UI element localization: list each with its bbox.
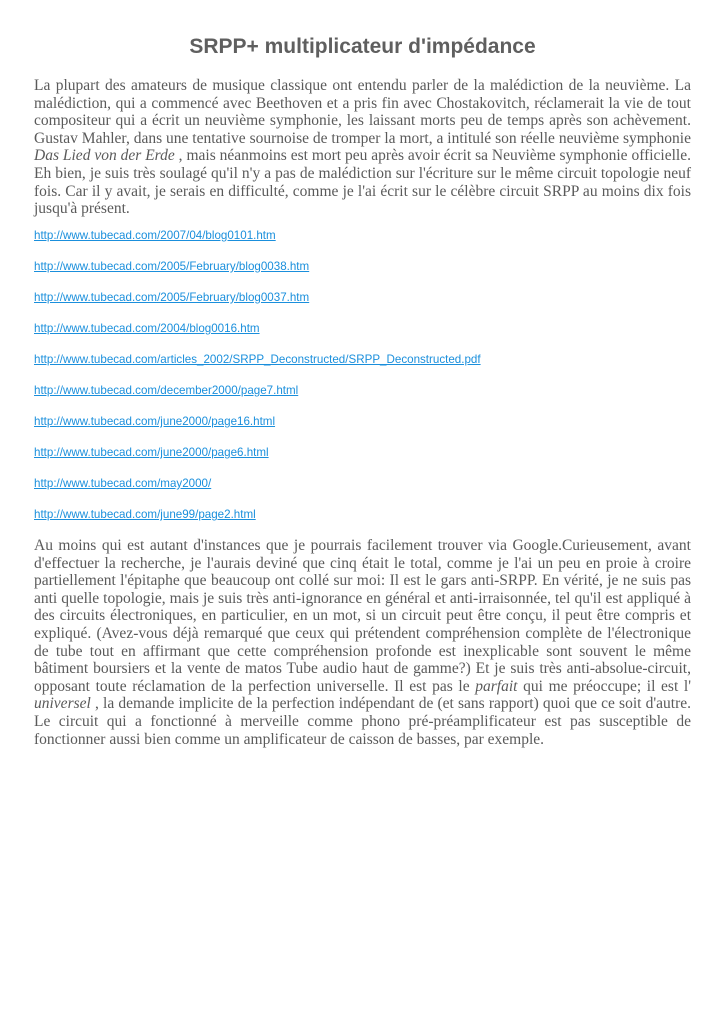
parfait-emphasis: parfait [475, 677, 518, 695]
reference-link[interactable]: http://www.tubecad.com/2005/February/blog0037.htm [34, 291, 310, 304]
intro-paragraph [34, 77, 691, 218]
reference-link[interactable]: http://www.tubecad.com/2005/February/blog0038.htm [34, 260, 310, 273]
body-text-middle: qui me préoccupe; il est l' [517, 677, 691, 695]
list-item [34, 257, 691, 288]
body-text-start: Au moins qui est autant d'instances que je pourrais facilement trouver via Google.Curieusement, avant d'effectuer la recherche, je l'aurais deviné que cinq était le total, comme je l'ai un peu en proie à croire partiellement l'épitaphe que beaucoup ont collé sur moi: Il est le gars anti-SRPP. En vérité, je ne suis pas anti quelle topologie, mais je suis très anti-ignorance en général et anti-irraisonnée, tel qu'il est appliqué à des circuits électroniques, en particulier, en un mot, si un circuit peut être conçu, il peut être compris et expliqué. (Avez-vous déjà remarqué que ceux qui prétendent compréhension complète de l'électronique de tube tout en affirmant que cette compréhension profonde est inexplicable sont souvent le même bâtiment boursiers et la vente de matos Tube audio haut de gamme?) Et je suis très anti-absolue-circuit, opposant toute réclamation de la perfection universelle. Il est pas le [34, 537, 691, 695]
reference-link[interactable]: http://www.tubecad.com/june99/page2.html [34, 508, 256, 521]
list-item [34, 412, 691, 443]
intro-text-start: La plupart des amateurs de musique classique ont entendu parler de la malédiction de la neuvième. La malédiction, qui a commencé avec Beethoven et a pris fin avec Chostakovitch, réclamerait la vie de tout compositeur qui a écrit un neuvième symphonie, les laissant morts peu de temps après son achèvement. Gustav Mahler, dans une tentative sournoise de tromper la mort, a intitulé son réelle neuvième symphonie [34, 77, 691, 147]
universel-emphasis: universel [34, 695, 91, 713]
list-item [34, 288, 691, 319]
body-paragraph [34, 537, 691, 748]
list-item [34, 381, 691, 412]
reference-link[interactable]: http://www.tubecad.com/2004/blog0016.htm [34, 322, 260, 335]
list-item [34, 226, 691, 257]
list-item [34, 350, 691, 381]
body-text-end: , la demande implicite de la perfection indépendant de (et sans rapport) quoi que ce soit d'autre. Le circuit qui a fonctionné à merveille comme phono pré-préamplificateur est pas susceptible de fonctionner aussi bien comme un amplificateur de caisson de basses, par exemple. [34, 695, 691, 748]
list-item [34, 474, 691, 505]
work-title-emphasis: Das Lied von der Erde [34, 147, 175, 165]
reference-link[interactable]: http://www.tubecad.com/june2000/page6.html [34, 446, 269, 459]
list-item [34, 443, 691, 474]
reference-link[interactable]: http://www.tubecad.com/articles_2002/SRPP_Deconstructed/SRPP_Deconstructed.pdf [34, 353, 481, 366]
intro-text-end: , mais néanmoins est mort peu après avoir écrit sa Neuvième symphonie officielle. Eh bien, je suis très soulagé qu'il n'y a pas de malédiction sur l'écriture sur le même circuit topologie neuf fois. Car il y avait, je serais en difficulté, comme je l'ai écrit sur le célèbre circuit SRPP au moins dix fois jusqu'à présent. [34, 147, 691, 218]
reference-link[interactable]: http://www.tubecad.com/june2000/page16.html [34, 415, 276, 428]
reference-links-list [34, 226, 691, 536]
page-title: SRPP+ multiplicateur d'impédance [189, 35, 536, 58]
list-item [34, 505, 691, 536]
list-item [34, 319, 691, 350]
reference-link[interactable]: http://www.tubecad.com/may2000/ [34, 477, 212, 490]
reference-link[interactable]: http://www.tubecad.com/2007/04/blog0101.htm [34, 229, 276, 242]
reference-link[interactable]: http://www.tubecad.com/december2000/page7.html [34, 384, 299, 397]
